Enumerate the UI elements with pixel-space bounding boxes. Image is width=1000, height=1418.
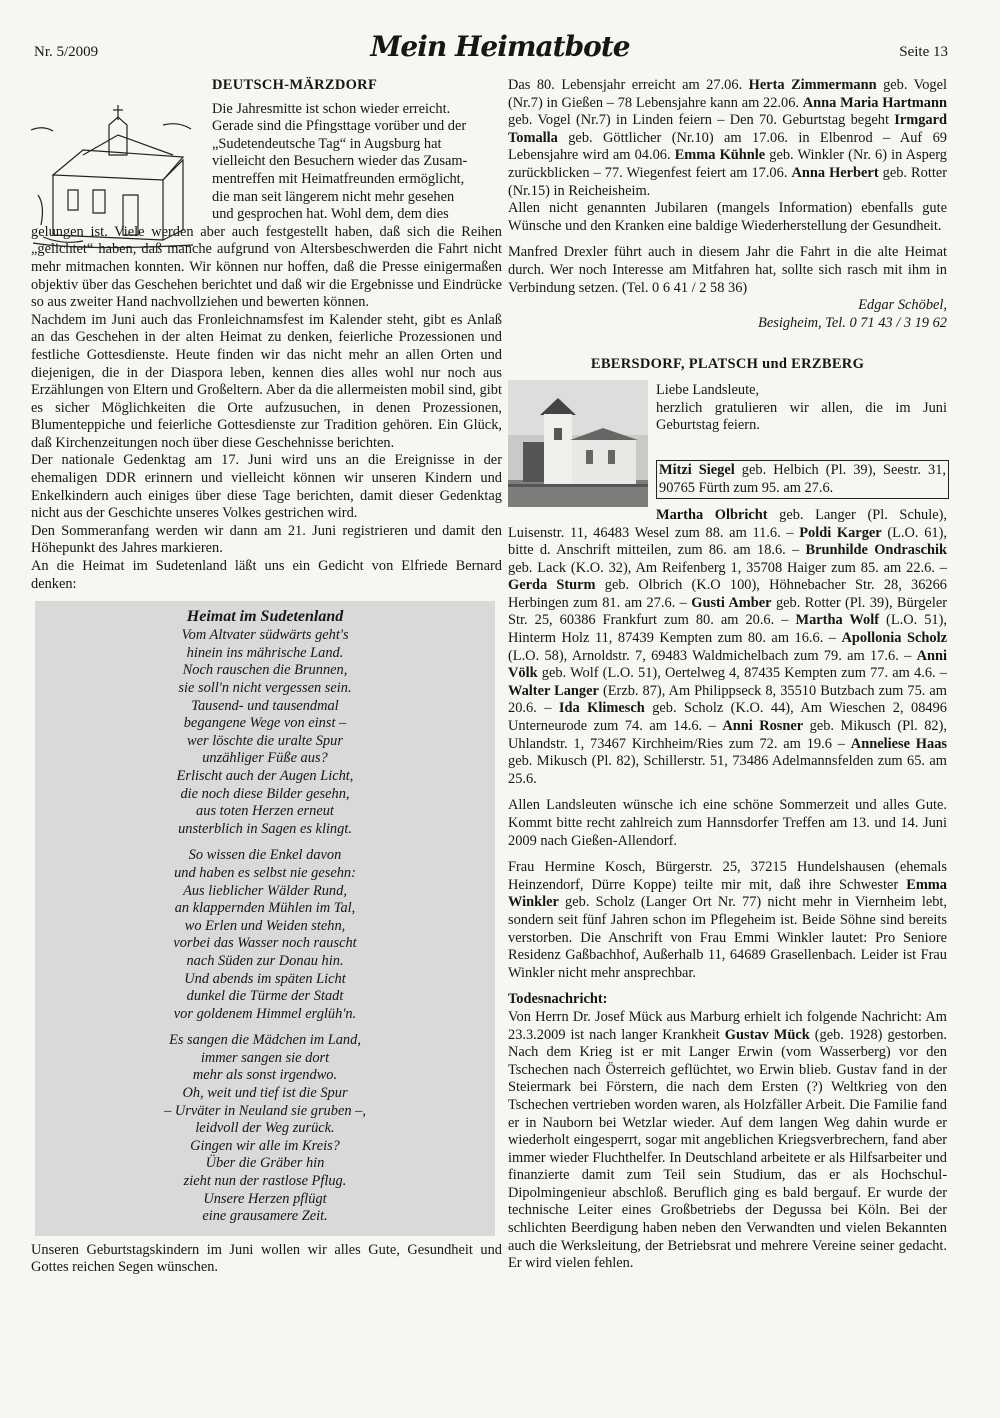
person-name: Anni Völk [508,647,947,682]
poem-line: Erlischt auch der Augen Licht, [176,767,354,784]
poem-line: Noch rauschen die Brunnen, [182,662,348,679]
intro-line: und gesprochen hat. Wohl dem, dem dies [212,206,449,223]
poem-line: Und abends im späten Licht [184,970,346,987]
person-name: Gusti Amber [691,594,772,611]
person-name: Emma Winkler [508,876,947,911]
church-sketch-icon [23,95,198,255]
ebersdorf-intro [508,380,947,510]
person-name: Walter Langer [508,682,599,699]
boxed-text: geb. Helbich (Pl. 39), Seestr. 31, 90765 Fürth zum 95. am 27.6. [659,461,946,496]
poem-line: – Urväter in Neuland sie gruben –, [164,1102,366,1119]
intro-line: vielleicht den Besuchern wieder das Zusam- [212,153,468,170]
right-column [508,77,947,1273]
poem-line: aus toten Herzen erneut [196,803,334,820]
poem-line: Oh, weit und tief ist die Spur [182,1085,348,1102]
intro-line: die man seit längerem nicht mehr gesehen [212,188,455,205]
poem-line: Aus lieblicher Wälder Rund, [183,882,347,899]
person-name: Irmgard Tomalla [508,112,947,146]
poem-line: vorbei das Wasser noch rauscht [173,935,357,952]
poem-line: Es sangen die Mädchen im Land, [169,1032,361,1049]
boxed-name: Mitzi Siegel [659,461,735,478]
text-run: geb. Winkler (Nr. 6) in Asperg zurückblicken – 77. Wiegenfest feiert am 17.06. [508,147,947,181]
intro-lines [212,101,502,224]
text-run: geb. Langer (Pl. Schule), Luisenstr. 11, 46483 Wesel zum 88. am 11.6. – [508,506,947,541]
section-title-ebersdorf: EBERSDORF, PLATSCH und ERZBERG [590,356,865,373]
poem-line: dunkel die Türme der Stadt [186,988,344,1005]
intro-block [31,101,502,224]
person-name: Emma Kühnle [674,147,766,164]
paragraph: Allen Landsleuten wünsche ich eine schöne Sommerzeit und alles Gute. Kommt bitte recht zahlreich zum Hannsdorfer Treffen am 13. und 14. Juni 2009 nach Gießen-Allendorf. [508,797,947,849]
signature-location: Besigheim, Tel. 0 71 43 / 3 19 62 [758,314,947,331]
paragraph: Der nationale Gedenktag am 17. Juni wird uns an die Ereignisse in der ehemaligen DDR erinnern und vielleicht können wir unseren Kindern und Enkelkindern auch einiges über diese Tage berichten, damit dieser Gedenktag nicht aus der Geschichte unseres Volkes gestrichen wird. [31,452,502,522]
person-name: Brunhilde Ondraschik [805,542,947,559]
text-run: Frau Hermine Kosch, Bürgerstr. 25, 37215 Hundelshausen (ehemals Heinzendorf, Dürre Koppe) teilte mir mit, daß ihre Schwester [508,859,947,893]
intro-line: Die Jahresmitte ist schon wieder erreicht. [212,100,451,117]
poem-line: Unsere Herzen pflügt [203,1190,327,1207]
person-name: Gustav Mück [724,1026,810,1043]
greeting-line: Liebe Landsleute, [656,381,760,398]
poem-line: Vom Altvater südwärts geht's [181,627,349,644]
poem-line: So wissen die Enkel davon [188,847,342,864]
text-run: (geb. 1928) gestorben. Nach dem Krieg ist er mit Langer Erwin (vom Wasserberg) vor den Tschechen nach Österreich geflüchtet, wo Erwin blieb. Gustav fand in der Steiermark bei Förstern, die nach dem Ersten (?) Weltkrieg von den Tschechen vertrieben worden waren, als Holzfäller Arbeit. Die Familie fand er in Nauborn bei Wetzlar wieder. Auf dem langen Weg dahin wurde er wiederholt eingesperrt, sogar mit angeblichen Kriegsverbrechern, fand aber immer wieder Fluchthelfer. In Deutschland arbeitete er als Hilfsarbeiter und finanzierte damit zum Teil sein Studium, das er als Hochschul-Dipolmingenieur abschloß. Beruflich ging es bald bergauf. Er wurde der technische Leiter eines Großbetriebs der Degussa bei Köln. Bei der schlichten Beerdigung haben neben den Verwandten und vielen Bekannten auch die Werksleitung, der Betriebsrat und mehrere Vereine seiner gedacht. Er wird vielen fehlen. [508,1026,947,1272]
text-run: geb. Rotter (Nr.15) in Reicheisheim. [508,164,947,199]
person-name: Poldi Karger [799,524,882,541]
church-photo-icon [508,380,648,507]
text-run: geb. Lack (K.O. 32), Am Reifenberg 1, 35708 Haiger zum 85. am 22.6. – [508,559,947,576]
poem-line: an klappernden Mühlen im Tal, [174,900,356,917]
paragraph: Den Sommeranfang werden wir dann am 21. Juni registrieren und damit den Höhepunkt des Jahres markieren. [31,522,502,557]
poem-line: immer sangen sie dort [200,1049,330,1066]
text-run: (L.O. 51), Hinterm Holz 11, 87439 Kempten zum 80. am 16.6. – [508,612,948,647]
text-run: geb. Mikusch (Pl. 82), Uhlandstr. 1, 73467 Kirchheim/Ries zum 72. am 19.6 – [508,718,947,752]
poem-line: nach Süden zur Donau hin. [186,952,344,969]
text-run: geb. Göttlicher (Nr.10) am 17.06. in Elbenrod – Auf 69 Lebensjahre wird am 04.06. [508,129,947,164]
poem-stanza-1 [35,627,495,838]
poem-line: mehr als sonst irgendwo. [192,1067,338,1084]
death-notice-heading: Todesnachricht: [508,991,608,1008]
poem-stanza-3 [35,1032,495,1226]
section-title-deutsch-maerzdorf: DEUTSCH-MÄRZDORF [212,77,378,93]
poem-line: begangene Wege von einst – [183,715,347,732]
paragraph: gelungen ist. Viele werden aber auch festgestellt haben, daß sich die Reihen „gelichtet“ haben, daß manche aufgrund von Altersbeschwerden die Fahrt nicht mehr mitmachen konnten. Wir können nur hoffen, daß die Presse einigermaßen objektiv über das Geschehen berichtet und daß wir die Ergebnisse und Eindrücke so aus zweiter Hand nachvollziehen und bewerten können. [31,223,502,311]
person-name: Anna Maria Hartmann [802,94,947,111]
poem-line: sie soll'n nicht vergessen sein. [178,680,352,696]
poem-line: unsterblich in Sagen es klingt. [178,820,352,837]
poem-line: hinein ins mährische Land. [186,644,344,661]
text-run: geb. Scholz (K.O. 44), Am Wieschen 2, 08496 Unterneurode zum 74. am 14.6. – [508,700,948,735]
birthday-list [508,507,947,789]
paragraph: An die Heimat im Sudetenland läßt uns ein Gedicht von Elfriede Bernard denken: [31,558,502,592]
poem-stanza-2 [35,847,495,1023]
poem-line: unzähliger Füße aus? [202,750,328,767]
greeting-line: herzlich gratulieren wir allen, die im Juni Geburtstag feiern. [656,399,947,434]
poem-line: und haben es selbst nie gesehn: [174,864,356,881]
person-name: Martha Wolf [795,612,879,629]
poem-line: zieht nun der rastlose Pflug. [183,1173,347,1190]
intro-line: „Sudetendeutsche Tag“ in Augsburg hat [212,135,442,152]
birthday-paragraph [508,77,947,200]
text-run: geb. Rotter (Pl. 39), Bürgeler Str. 25, 60386 Frankfurt zum 80. am 20.6. – [508,594,947,629]
text-run: geb. Mikusch (Pl. 82), Schillerstr. 51, 73486 Adelmannsfelden zum 65. am 25.6. [508,753,947,787]
text-run: geb. Wolf (L.O. 51), Oertelweg 4, 87435 Kempten zum 77. am 4.6. – [537,665,947,682]
paragraph: Manfred Drexler führt auch in diesem Jahr die Fahrt in die alte Heimat durch. Wer noch Interesse am Mitfahren hat, sollte sich rasch mit ihm in Verbindung setzen. (Tel. 0 6 41 / 2 58 36) [508,244,947,296]
poem-title: Heimat im Sudetenland [186,608,344,626]
intro-line: Gerade sind die Pfingsttage vorüber und der [212,118,467,135]
text-run: (L.O. 58), Arnoldstr. 7, 69483 Waldmichelbach zum 79. am 17.6. – [508,647,917,664]
poem-line: Gingen wir alle im Kreis? [190,1137,340,1154]
highlight-box [656,460,949,499]
poem-line: Tausend- und tausendmal [191,697,339,714]
person-name: Anna Herbert [791,164,879,181]
paragraph: Nachdem im Juni auch das Fronleichnamsfest im Kalender steht, gibt es Anlaß an das Geschehen in der alten Heimat zu denken, feierliche Prozessionen und festliche Gottesdienste. Heute finden wir das nicht mehr an allen Orten und diejenigen, die in der Diaspora leben, kennen dies alles wohl nur noch aus Erzählungen von Eltern und Großeltern. Aber da die allermeisten mobil sind, gibt es sicher Möglichkeiten die Orte aufzusuchen, in denen Prozessionen, Blumenteppiche und feierliche Gottesdienste zur Tradition gehören. Ein Glück, daß Kirchenzeitungen noch über diese Geschehnisse berichten. [31,311,502,451]
paragraph-closing: Unseren Geburtstagskindern im Juni wollen wir alles Gute, Gesundheit und Gottes reichen Segen wünschen. [31,1241,502,1276]
poem-line: die noch diese Bilder gesehn, [180,785,350,802]
text-run: (L.O. 61), bitte d. Anschrift mitteilen, zum 86. am 18.6. – [508,524,947,559]
person-name: Anneliese Haas [850,735,947,752]
person-name: Herta Zimmermann [748,77,877,93]
text-run: Das 80. Lebensjahr erreicht am 27.06. [508,77,749,93]
poem-line: wer löschte die uralte Spur [187,732,343,749]
signature-name: Edgar Schöbel, [858,297,947,314]
text-run: geb. Olbrich (K.O 100), Höhnebacher Str. 28, 36266 Herbingen zum 81. am 27.6. – [508,577,947,611]
person-name: Gerda Sturm [508,577,596,594]
person-name: Martha Olbricht [656,506,768,523]
masthead-title: Mein Heimatbote [370,30,630,63]
poem-line: vor goldenem Himmel erglüh'n. [173,1005,357,1022]
kosch-paragraph [508,859,947,982]
poem-line: leidvoll der Weg zurück. [195,1120,335,1137]
text-run: geb. Vogel (Nr.7) in Linden feiern – Den 70. Geburtstag begeht [508,112,895,129]
poem-box [35,601,495,1236]
intro-line: mentreffen mit Heimatfreunden ermöglicht, [212,170,465,187]
text-run: geb. Vogel (Nr.7) in Gießen – 78 Lebensjahre kann am 22.06. [508,77,947,111]
page-number: Seite 13 [899,44,948,60]
text-run: geb. Scholz (Langer Ort Nr. 77) nicht mehr in Viernheim lebt, sondern seit fünf Jahren schon im Pflegeheim ist. Beide Söhne sind bereits verstorben. Die Anschrift von Frau Emmi Winkler lautet: Pro Seniore Residenz Gaßbachhof, Außerhalb 11, 64689 Grasellenbach. Leider ist Frau Winkler nicht mehr ansprechbar. [508,894,947,981]
poem-line: wo Erlen und Weiden stehn, [184,917,346,934]
greeting [656,382,947,435]
death-notice-paragraph [508,1009,947,1273]
person-name: Anni Rosner [722,718,804,735]
left-column [31,77,502,1277]
issue-number: Nr. 5/2009 [34,44,99,60]
person-name: Ida Klimesch [558,700,645,717]
text-run: Von Herrn Dr. Josef Mück aus Marburg erhielt ich folgende Nachricht: Am 23.3.2009 ist nach langer Krankheit [508,1008,947,1043]
poem-line: Über die Gräber hin [205,1155,325,1172]
paragraph: Allen nicht genannten Jubilaren (mangels Information) ebenfalls gute Wünsche und den Kranken eine baldige Wiederherstellung der Gesundheit. [508,200,947,234]
person-name: Apollonia Scholz [841,630,947,647]
text-run: (Erzb. 87), Am Philippseck 8, 35510 Butzbach zum 75. am 20.6. – [508,682,947,717]
poem-line: eine grausamere Zeit. [202,1208,328,1225]
